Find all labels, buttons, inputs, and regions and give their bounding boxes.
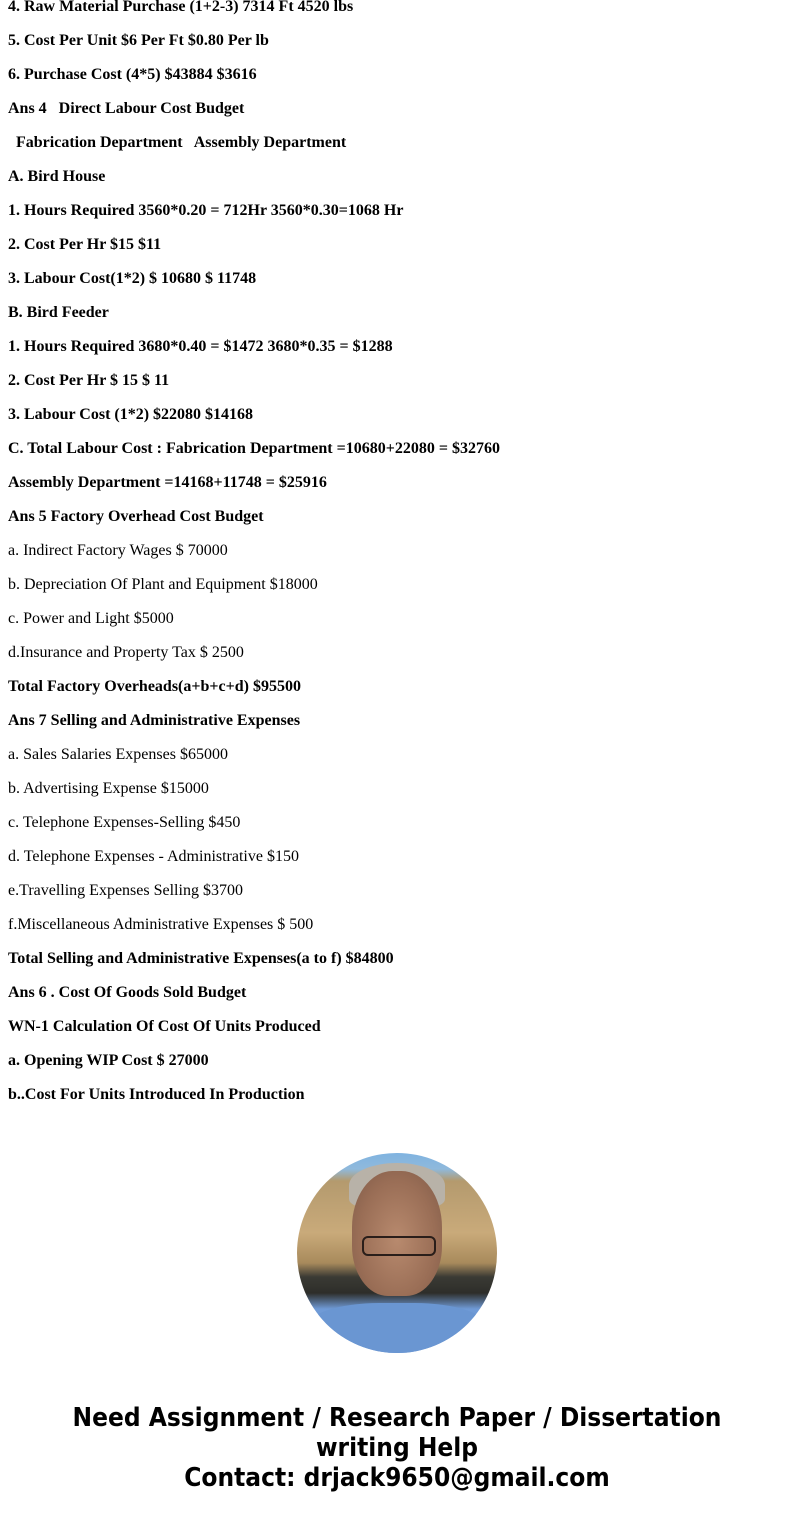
document-line: Fabrication Department Assembly Department: [8, 134, 347, 151]
document-line: a. Sales Salaries Expenses $65000: [8, 746, 228, 763]
document-line: d.Insurance and Property Tax $ 2500: [8, 644, 244, 661]
document-line: 2. Cost Per Hr $ 15 $ 11: [8, 372, 170, 389]
document-line: 1. Hours Required 3680*0.40 = $1472 3680*0.35 = $1288: [8, 338, 393, 355]
document-line: 3. Labour Cost (1*2) $22080 $14168: [8, 406, 254, 423]
document-line: 5. Cost Per Unit $6 Per Ft $0.80 Per lb: [8, 32, 269, 49]
document-line: a. Indirect Factory Wages $ 70000: [8, 542, 228, 559]
document-line: Ans 4 Direct Labour Cost Budget: [8, 100, 245, 117]
author-avatar: [297, 1153, 497, 1353]
document-line: WN-1 Calculation Of Cost Of Units Produced: [8, 1018, 321, 1035]
document-line: a. Opening WIP Cost $ 27000: [8, 1052, 209, 1069]
promo-line-2: writing Help: [315, 1433, 479, 1463]
promo-line-1: Need Assignment / Research Paper / Dissertation: [72, 1403, 722, 1433]
document-line: Total Factory Overheads(a+b+c+d) $95500: [8, 678, 301, 695]
document-line: f.Miscellaneous Administrative Expenses $ 500: [8, 916, 314, 933]
document-line: C. Total Labour Cost : Fabrication Department =10680+22080 = $32760: [8, 440, 500, 457]
document-line: Ans 5 Factory Overhead Cost Budget: [8, 508, 264, 525]
document-line: e.Travelling Expenses Selling $3700: [8, 882, 243, 899]
document-line: Ans 7 Selling and Administrative Expenses: [8, 712, 301, 729]
document-line: b. Advertising Expense $15000: [8, 780, 209, 797]
document-line: Assembly Department =14168+11748 = $25916: [8, 474, 327, 491]
document-lines: [8, 0, 500, 1125]
glasses-icon: [362, 1236, 436, 1256]
document-line: B. Bird Feeder: [8, 304, 109, 321]
promo-banner: [0, 1403, 794, 1493]
document-line: b..Cost For Units Introduced In Production: [8, 1086, 305, 1103]
document-line: 4. Raw Material Purchase (1+2-3) 7314 Ft 4520 lbs: [8, 0, 354, 15]
document-line: A. Bird House: [8, 168, 106, 185]
document-line: 3. Labour Cost(1*2) $ 10680 $ 11748: [8, 270, 257, 287]
document-line: c. Power and Light $5000: [8, 610, 174, 627]
document-line: 6. Purchase Cost (4*5) $43884 $3616: [8, 66, 257, 83]
document-line: b. Depreciation Of Plant and Equipment $18000: [8, 576, 318, 593]
document-line: c. Telephone Expenses-Selling $450: [8, 814, 241, 831]
document-line: Ans 6 . Cost Of Goods Sold Budget: [8, 984, 247, 1001]
document-line: 2. Cost Per Hr $15 $11: [8, 236, 162, 253]
avatar-photo: [297, 1153, 497, 1353]
document-line: d. Telephone Expenses - Administrative $150: [8, 848, 299, 865]
promo-contact: Contact: drjack9650@gmail.com: [184, 1463, 610, 1493]
document-line: 1. Hours Required 3560*0.20 = 712Hr 3560*0.30=1068 Hr: [8, 202, 404, 219]
document-line: Total Selling and Administrative Expenses(a to f) $84800: [8, 950, 394, 967]
